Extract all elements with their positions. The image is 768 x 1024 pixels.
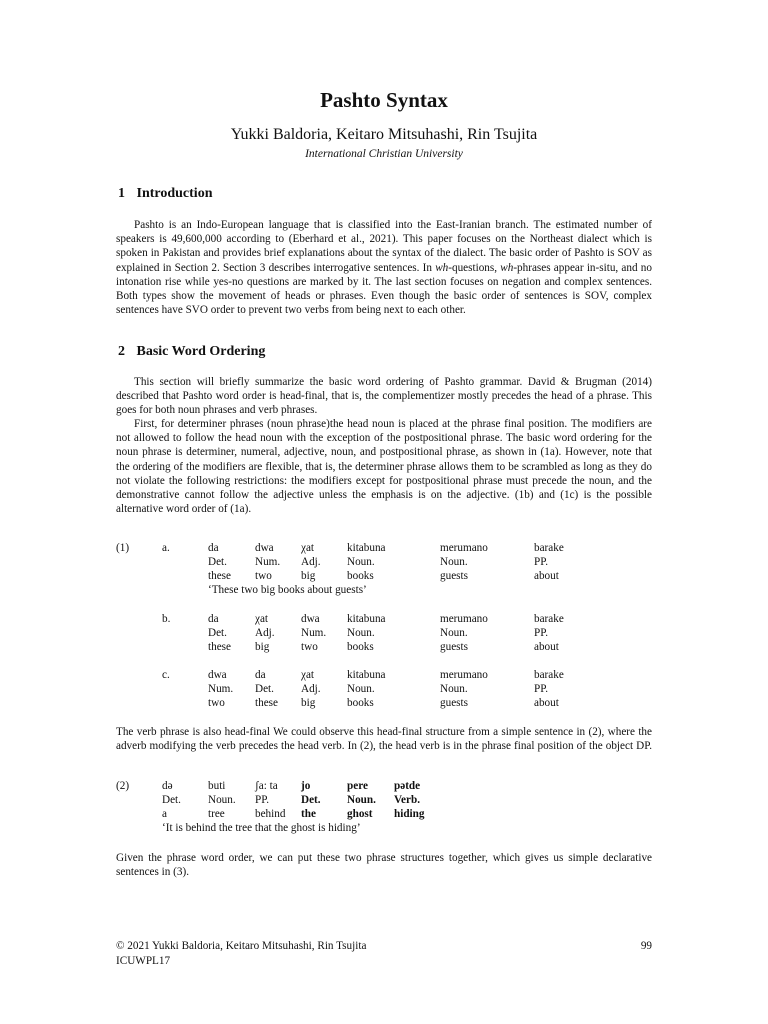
example-1a-label: a.: [162, 542, 170, 554]
section-1-number: 1: [118, 186, 125, 201]
example-1b-gloss-1: big: [255, 641, 270, 653]
example-1b-tags-0: Det.: [208, 627, 227, 639]
example-1a-tags-0: Det.: [208, 556, 227, 568]
example-1c-tags-0: Num.: [208, 683, 234, 695]
example-2-translation: ‘It is behind the tree that the ghost is hiding’: [162, 822, 361, 834]
example-2-words-2: ʃa: ta: [255, 780, 278, 792]
page-number: 99: [640, 940, 652, 952]
section-2-number: 2: [118, 344, 125, 359]
example-1b-words-2: dwa: [301, 613, 320, 625]
example-2-words-1: buti: [208, 780, 226, 792]
example-1b-gloss-2: two: [301, 641, 318, 653]
example-1b-words-5: barake: [534, 613, 564, 625]
example-2-tags-2: PP.: [255, 794, 269, 806]
example-2-tags-4: Noun.: [347, 794, 376, 806]
example-1a-words-0: da: [208, 542, 219, 554]
footer-series: ICUWPL17: [116, 954, 171, 967]
example-1b-gloss-4: guests: [440, 641, 468, 653]
example-1a-gloss-5: about: [534, 570, 559, 582]
example-2-gloss-1: tree: [208, 808, 225, 820]
example-2-tags-1: Noun.: [208, 794, 236, 806]
example-1a-gloss-1: two: [255, 570, 272, 582]
example-1a-words-1: dwa: [255, 542, 274, 554]
section-2-heading: [118, 344, 265, 360]
footer-copyright: © 2021 Yukki Baldoria, Keitaro Mitsuhashi, Rin Tsujita: [116, 940, 367, 952]
example-1c-tags-3: Noun.: [347, 683, 375, 695]
example-1a-translation: ‘These two big books about guests’: [208, 584, 367, 596]
example-1a-tags-2: Adj.: [301, 556, 321, 568]
example-1b-gloss-0: these: [208, 641, 231, 653]
example-2-gloss-3: the: [301, 808, 316, 820]
example-1c-tags-2: Adj.: [301, 683, 321, 695]
example-2-words-4: pere: [347, 780, 368, 792]
section-2-title: Basic Word Ordering: [136, 344, 266, 359]
example-1c-words-3: kitabuna: [347, 669, 386, 681]
example-1c-gloss-1: these: [255, 697, 278, 709]
example-2-words-5: pətde: [394, 780, 421, 792]
example-1c-gloss-4: guests: [440, 697, 468, 709]
section-2-paragraph-1: This section will briefly summarize the basic word ordering of Pashto grammar. David & Brugman (2014) described that Pashto word order is head-final, that is, the complementizer mostly precedes the head of a phrase. This goes for both noun phrases and verb phrases.: [116, 376, 652, 417]
section-1-title: Introduction: [136, 186, 213, 201]
section-2-paragraph-2: First, for determiner phrases (noun phrase)the head noun is placed at the phrase final position. The modifiers are not allowed to follow the head noun with the exception of the postpositional phrase. The basic word ordering for the noun phrase is determiner, numeral, adjective, noun, and postpositional phrase, as shown in (1a). However, note that the ordering of the modifiers are flexible, that is, the determiner phrase allows them to be scrambled as long as they do not violate the following restrictions: the modifiers except for postpositional phrase must precede the noun, and the demonstrative cannot follow the adjective unless the emphasis is on the adjective. (1b) and (1c) is the possible alternative word order of (1a).: [116, 418, 652, 516]
example-2-words-0: də: [162, 780, 173, 792]
example-1c-gloss-3: books: [347, 697, 374, 709]
example-1a-gloss-2: big: [301, 570, 316, 582]
example-1c-words-0: dwa: [208, 669, 227, 681]
example-1c-label: c.: [162, 669, 170, 681]
example-2-gloss-2: behind: [255, 808, 286, 820]
example-1b-words-0: da: [208, 613, 219, 625]
example-1a-tags-1: Num.: [255, 556, 281, 568]
example-2-gloss-0: a: [162, 808, 167, 820]
example-1b-tags-4: Noun.: [440, 627, 468, 639]
example-2-gloss-5: hiding: [394, 808, 425, 820]
example-1c-tags-5: PP.: [534, 683, 548, 695]
page-footer: [116, 939, 652, 968]
example-2-tags-3: Det.: [301, 794, 321, 806]
example-1b-words-3: kitabuna: [347, 613, 386, 625]
example-1a-gloss-0: these: [208, 570, 231, 582]
example-1a-tags-4: Noun.: [440, 556, 468, 568]
example-1a-words-5: barake: [534, 542, 564, 554]
section-2-paragraph-3: The verb phrase is also head-final We could observe this head-final structure from a simple sentence in (2), where the adverb modifying the verb precedes the head verb. In (2), the head verb is in the phrase final position of the object DP.: [116, 726, 652, 753]
affiliation: International Christian University: [305, 148, 463, 160]
example-1a-words-4: merumano: [440, 542, 488, 554]
example-1a-tags-5: PP.: [534, 556, 548, 568]
example-2-words-3: jo: [301, 780, 311, 792]
example-1b-words-4: merumano: [440, 613, 488, 625]
example-1c-words-5: barake: [534, 669, 564, 681]
example-1a-tags-3: Noun.: [347, 556, 375, 568]
example-2-gloss-4: ghost: [347, 808, 373, 820]
example-1c-gloss-0: two: [208, 697, 225, 709]
example-1b-tags-3: Noun.: [347, 627, 375, 639]
example-2-tags-5: Verb.: [394, 794, 421, 806]
example-1c-words-1: da: [255, 669, 266, 681]
author-list: Yukki Baldoria, Keitaro Mitsuhashi, Rin Tsujita: [230, 126, 538, 143]
example-2-tags-0: Det.: [162, 794, 181, 806]
example-1b-gloss-5: about: [534, 641, 559, 653]
example-1c-words-4: merumano: [440, 669, 488, 681]
example-1a-gloss-3: books: [347, 570, 374, 582]
intro-paragraph: Pashto is an Indo-European language that is classified into the East-Iranian branch. The estimated number of speakers is 49,600,000 according to (Eberhard et al., 2021). This paper focuses on the Northeast dialect which is spoken in Pakistan and provides brief explanations about the syntax of the dialect. The basic order of Pashto is SOV as explained in Section 2. Section 3 describes interrogative sentences. In wh-questions, wh-phrases appear in-situ, and no intonation rise while yes-no questions are marked by it. The last section focuses on negation and complex sentences. Both types show the movement of heads or phrases. Even though the basic order of sentences is SOV, complex sentences have SVO order to prevent two verbs from being next to each other.: [116, 219, 652, 317]
example-2-number: (2): [116, 780, 130, 792]
example-1c-tags-4: Noun.: [440, 683, 468, 695]
example-1c-gloss-5: about: [534, 697, 559, 709]
example-1-number: (1): [116, 542, 130, 554]
example-1a-words-3: kitabuna: [347, 542, 386, 554]
paper-title: Pashto Syntax: [320, 88, 448, 112]
example-1b-tags-1: Adj.: [255, 627, 275, 639]
example-1b-tags-2: Num.: [301, 627, 327, 639]
example-1c-gloss-2: big: [301, 697, 316, 709]
example-1b-gloss-3: books: [347, 641, 374, 653]
example-1c-tags-1: Det.: [255, 683, 274, 695]
example-1c-words-2: χat: [301, 669, 315, 681]
section-1-heading: [118, 186, 212, 202]
example-1b-tags-5: PP.: [534, 627, 548, 639]
example-1b-label: b.: [162, 613, 171, 625]
example-1a-gloss-4: guests: [440, 570, 468, 582]
example-1a-words-2: χat: [301, 542, 315, 554]
section-2-paragraph-4: Given the phrase word order, we can put these two phrase structures together, which gives us simple declarative sentences in (3).: [116, 852, 652, 879]
example-1b-words-1: χat: [255, 613, 269, 625]
